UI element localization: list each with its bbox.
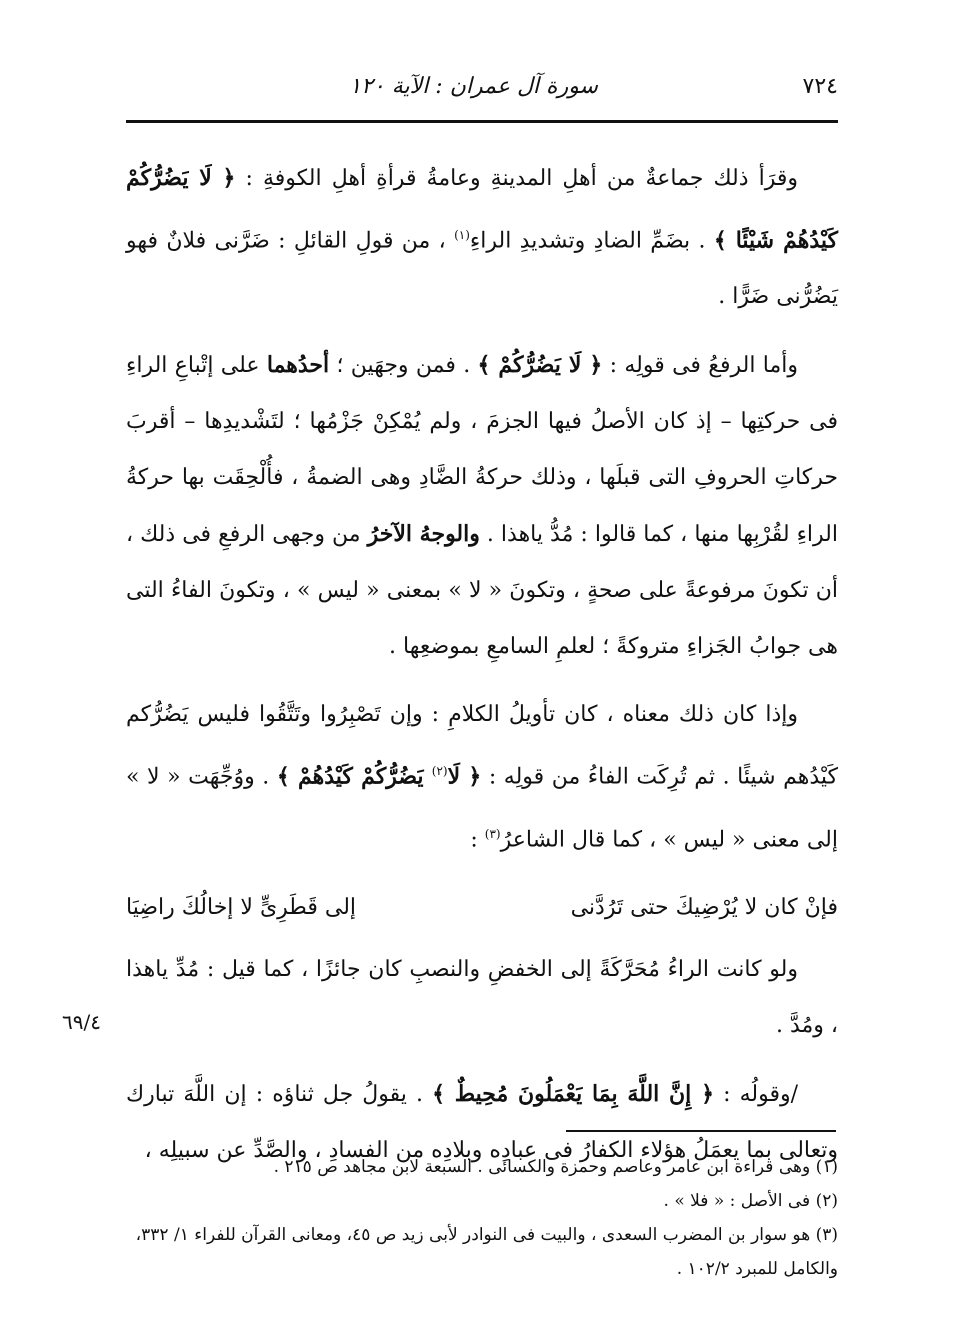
text-run: . فمن وجهَين ؛: [329, 353, 478, 379]
footnote-2: (٢) فى الأصل : « فلا » .: [663, 1191, 838, 1211]
quran-quote: ﴿ لَا يَضُرُّكُمْ ﴾: [477, 352, 603, 379]
quran-quote: يَضُرُّكُمْ كَيْدُهُمْ ﴾: [276, 763, 432, 790]
paragraph-3: [126, 687, 838, 868]
footnote-ref[interactable]: (١): [454, 228, 470, 242]
verse-second-hemistich: إلى قَطَرِىٍّ لا إخالُكَ راضِيَا: [126, 894, 357, 920]
bold-term: والوجهُ الآخرُ: [367, 521, 480, 548]
verse-first-hemistich: فإنْ كان لا يُرْضِيكَ حتى تَرُدَّنى: [570, 894, 838, 920]
text-run: :: [470, 826, 485, 852]
footnote-1: (١) وهى قراءة ابن عامر وعاصم وحمزة والكسائى . السبعة لابن مجاهد ص ٢١٥ .: [273, 1157, 838, 1177]
bold-term: أحدُهما: [266, 352, 330, 379]
footnote-rule: [566, 1130, 836, 1132]
text-run: /وقولُه :: [713, 1081, 798, 1107]
text-run: . بضَمِّ الضادِ وتشديدِ الراءِ: [469, 228, 714, 254]
main-text: [126, 150, 838, 1191]
chapter-title: سورة آل عمران : الآية ١٢٠: [349, 74, 598, 99]
quran-quote: ﴿ لَا: [447, 763, 482, 790]
paragraph-4: ولو كانت الراءُ مُحَرَّكَةً إلى الخفضِ والنصبِ كان جائزًا ، كما قيل : مُدِّ ياهذا ، ومُدَّ .: [126, 956, 838, 1038]
paragraph-2: [126, 337, 838, 675]
text-run: . ووُجِّهَت « لا » إلى معنى « ليس » ، كما قال الشاعرُ: [126, 764, 838, 852]
quran-quote: ﴿ لَا يَضُرُّكُمْ كَيْدُهُمْ شَيْئًا ﴾: [126, 165, 839, 254]
text-run: وقرَأ ذلك جماعةٌ من أهلِ المدينةِ وعامةُ قرأةِ أهلِ الكوفةِ :: [235, 166, 798, 191]
paragraph-1: [126, 150, 838, 325]
text-run: وأما الرفعُ فى قولِه :: [602, 353, 799, 379]
text-run: من وجهى الرفعِ فى ذلك ، أن تكونَ مرفوعةً على صحةٍ ، وتكونَ « لا » بمعنى « ليس » ، وتكونَ الفاءُ التى هى جوابُ الجَزاءِ متروكةً ؛ لعلمِ السامعِ بموضعِها .: [126, 522, 838, 660]
text-run: على إتْباعِ الراءِ فى حركتِها – إذ كان الأصلُ فيها الجزمَ ، ولم يُمْكِنْ جَزْمُها ؛ لتَشْديدِها – أقربَ حركاتِ الحروفِ التى قبلَها ، وذلك حركةُ الضَّادِ وهى الضمةُ ، فأُلْحِقَت بها حركةُ الراءِ لقُرْبِها منها ، كما قالوا : مُدُّ ياهذا .: [126, 353, 838, 548]
footnote-ref[interactable]: (٢): [431, 764, 448, 779]
text-run: ، من قولِ القائلِ : ضَرَّنى فلانٌ فهو يَضُرُّنى ضَرًّا .: [126, 228, 838, 310]
margin-reference: ٦٩/٤: [62, 1010, 101, 1034]
footnote-ref[interactable]: (٣): [484, 826, 501, 841]
running-header: [126, 70, 838, 110]
header-rule: [126, 120, 838, 123]
quran-quote: ﴿ إِنَّ اللَّهَ بِمَا يَعْمَلُونَ مُحِيطٌ ﴾: [432, 1080, 714, 1107]
footnotes: [126, 1150, 838, 1286]
footnote-3: (٣) هو سوار بن المضرب السعدى ، والبيت فى النوادر لأبى زيد ص ٤٥، ومعانى القرآن للفراء ١/ ٣٣٢، والكامل للمبرد ١٠٢/٢ .: [135, 1225, 838, 1279]
text-run: . يقولُ جل ثناؤه : إن اللَّهَ تبارك وتعالى بما يعمَلُ هؤلاء الكفارُ فى عبادِه وبلادِه من الفسادِ ، والصَّدِّ عن سبيلِه ،: [126, 1081, 838, 1163]
poetry-verse: [126, 880, 838, 936]
page-number: ٧٢٤: [802, 74, 838, 99]
text-run: وإذا كان ذلك معناه ، كان تأويلُ الكلامِ : وإن تَصْبِرُوا وتَتَّقُوا فليس يَضُرُّكم كَيْدُهم شيئًا . ثم تُرِكَت الفاءُ من قولِه :: [126, 702, 838, 790]
